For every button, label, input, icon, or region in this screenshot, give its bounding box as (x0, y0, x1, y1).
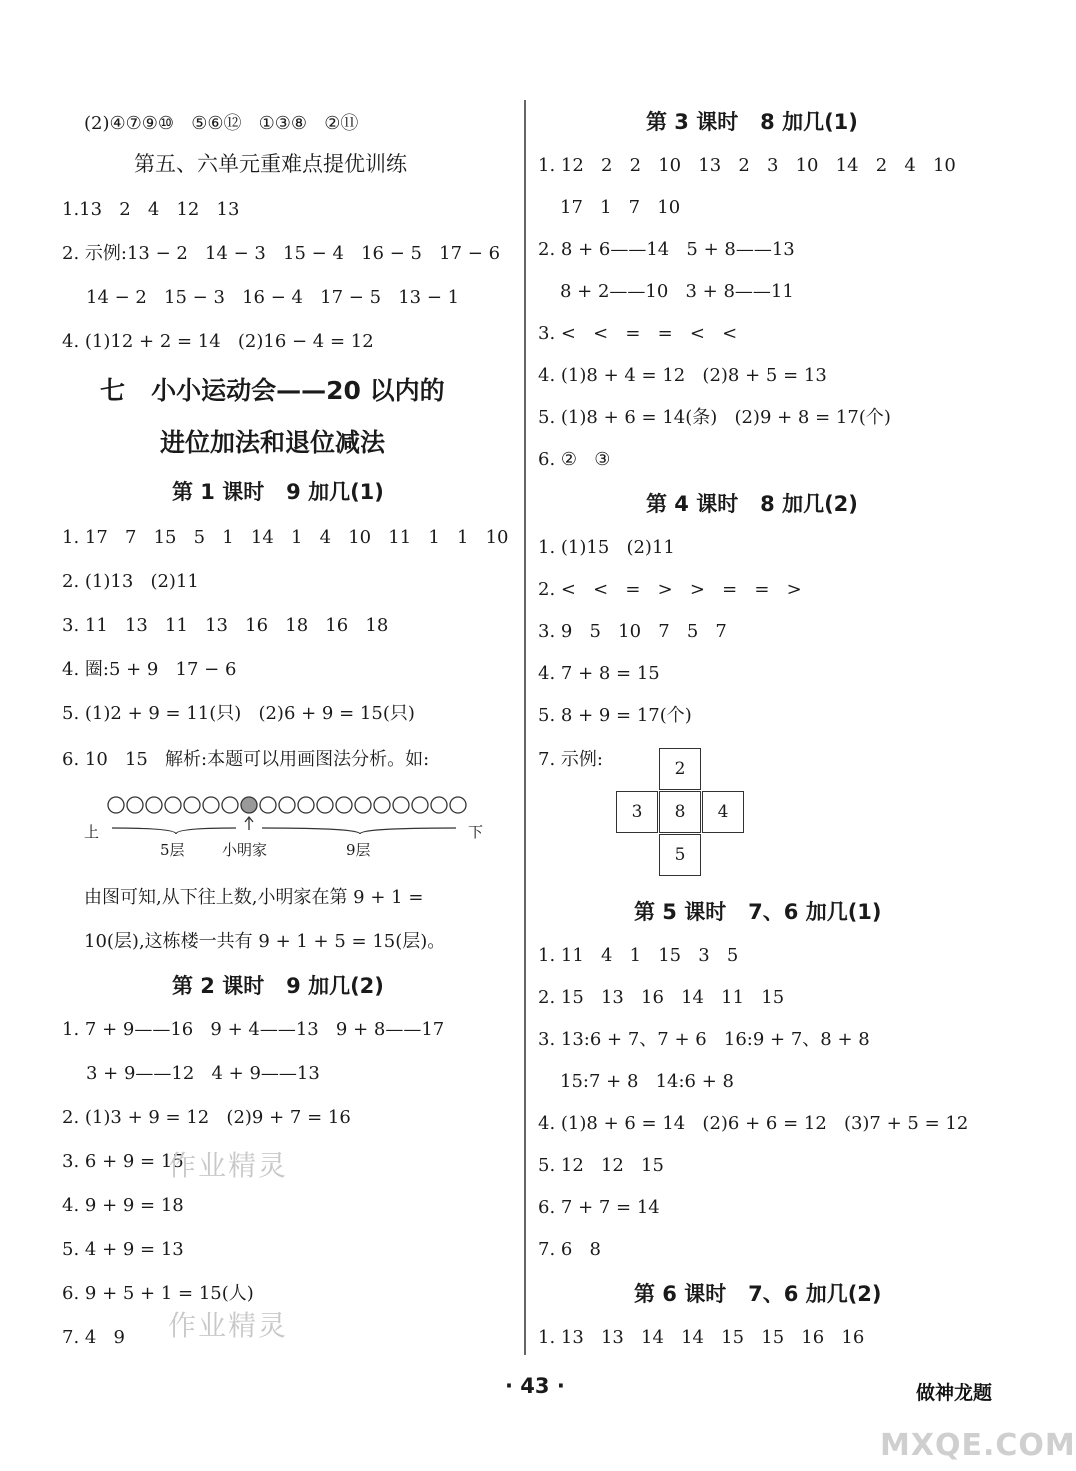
grid-cell-bottom: 5 (659, 834, 701, 876)
chapter-title: 七 小小运动会——20 以内的 (100, 376, 445, 405)
right-answer-line: 4. (1)8 + 4 = 12 (2)8 + 5 = 13 (538, 365, 827, 386)
diagram-label-bottom: 下 (468, 823, 484, 841)
right-answer-line: 7. 6 8 (538, 1239, 601, 1260)
brace-5-floors (112, 828, 236, 834)
watermark-text: 作业精灵 (168, 1149, 289, 1182)
floor-circle (222, 797, 238, 813)
left-answer-line: 2. (1)13 (2)11 (62, 571, 199, 592)
watermark-text: 作业精灵 (168, 1309, 289, 1342)
floor-circle (317, 797, 333, 813)
grid-cell-left: 3 (616, 791, 658, 833)
floor-circle (279, 797, 295, 813)
diagram-label-top: 上 (84, 823, 100, 841)
floor-circle (450, 797, 466, 813)
floor-circle (108, 797, 124, 813)
right-answer-line: 3. 9 5 10 7 5 7 (538, 621, 727, 642)
right-answer-line: 5. (1)8 + 6 = 14(条) (2)9 + 8 = 17(个) (538, 407, 891, 428)
left-explanation-line: 由图可知,从下往上数,小明家在第 9 + 1 = (84, 887, 424, 908)
floor-circle (355, 797, 371, 813)
grid-cell-right: 4 (702, 791, 744, 833)
floor-diagram-svg (84, 790, 504, 860)
floor-circle (165, 797, 181, 813)
grid-cell-top: 2 (659, 748, 701, 790)
lesson-heading-3: 第 3 课时 8 加几(1) (646, 110, 858, 134)
right-answer-line: 7. 示例: (538, 749, 603, 770)
floor-circle (336, 797, 352, 813)
right-answer-line: 1. 13 13 14 14 15 15 16 16 (538, 1327, 865, 1348)
right-answer-line: 3. 13:6 + 7、7 + 6 16:9 + 7、8 + 8 (538, 1029, 870, 1050)
right-answer-line: 1. (1)15 (2)11 (538, 537, 675, 558)
brace-9-floors (262, 828, 456, 834)
left-answer-line: 5. 4 + 9 = 13 (62, 1239, 184, 1260)
left-answer-line: (2)④⑦⑨⑩ ⑤⑥⑫ ①③⑧ ②⑪ (84, 113, 359, 134)
floor-circle (184, 797, 200, 813)
right-answer-line: 2. 8 + 6——14 5 + 8——13 (538, 239, 795, 260)
column-divider (524, 100, 526, 1355)
lesson-heading-4: 第 4 课时 8 加几(2) (646, 492, 858, 516)
right-answer-line: 17 1 7 10 (560, 197, 681, 218)
floor-diagram (84, 790, 504, 860)
left-answer-line: 2. 示例:13 − 2 14 − 3 15 − 4 16 − 5 17 − 6 (62, 243, 501, 264)
left-answer-line: 3. 6 + 9 = 15 (62, 1151, 184, 1172)
left-answer-line: 1. 17 7 15 5 1 14 1 4 10 11 1 1 10 (62, 527, 509, 548)
left-explanation-line: 10(层),这栋楼一共有 9 + 1 + 5 = 15(层)。 (84, 931, 446, 952)
lesson-heading-1: 第 1 课时 9 加几(1) (172, 480, 384, 504)
floor-circle (412, 797, 428, 813)
floor-circle (146, 797, 162, 813)
brand-logo-text: 做神龙题 (916, 1382, 993, 1404)
left-answer-line: 3 + 9——12 4 + 9——13 (86, 1063, 320, 1084)
right-answer-line: 3. < < = = < < (538, 323, 738, 344)
floor-circle (298, 797, 314, 813)
right-answer-line: 2. < < = > > = = > (538, 579, 802, 600)
lesson-heading-5: 第 5 课时 7、6 加几(1) (634, 900, 882, 924)
section-heading-units-5-6: 第五、六单元重难点提优训练 (134, 152, 407, 176)
right-answer-line: 2. 15 13 16 14 11 15 (538, 987, 785, 1008)
right-answer-line: 6. 7 + 7 = 14 (538, 1197, 660, 1218)
right-answer-line: 1. 12 2 2 10 13 2 3 10 14 2 4 10 (538, 155, 956, 176)
diagram-label-9-floors: 9层 (346, 841, 371, 859)
right-answer-line: 5. 12 12 15 (538, 1155, 664, 1176)
chapter-subtitle: 进位加法和退位减法 (160, 428, 386, 457)
right-answer-line: 4. (1)8 + 6 = 14 (2)6 + 6 = 12 (3)7 + 5 = 12 (538, 1113, 969, 1134)
left-answer-line: 4. 9 + 9 = 18 (62, 1195, 184, 1216)
left-answer-line: 6. 9 + 5 + 1 = 15(人) (62, 1283, 254, 1304)
left-answer-line: 1. 7 + 9——16 9 + 4——13 9 + 8——17 (62, 1019, 445, 1040)
right-answer-line: 4. 7 + 8 = 15 (538, 663, 660, 684)
left-answer-line: 3. 11 13 11 13 16 18 16 18 (62, 615, 389, 636)
right-answer-line: 8 + 2——10 3 + 8——11 (560, 281, 794, 302)
left-answer-line: 5. (1)2 + 9 = 11(只) (2)6 + 9 = 15(只) (62, 703, 415, 724)
cross-number-grid (616, 748, 746, 878)
left-answer-line: 14 − 2 15 − 3 16 − 4 17 − 5 13 − 1 (86, 287, 460, 308)
left-answer-line: 2. (1)3 + 9 = 12 (2)9 + 7 = 16 (62, 1107, 351, 1128)
floor-circle (431, 797, 447, 813)
right-answer-line: 5. 8 + 9 = 17(个) (538, 705, 692, 726)
floor-circle (374, 797, 390, 813)
lesson-heading-6: 第 6 课时 7、6 加几(2) (634, 1282, 882, 1306)
diagram-label-home: 小明家 (222, 841, 268, 859)
right-answer-line: 6. ② ③ (538, 449, 611, 470)
diagram-label-5-floors: 5层 (160, 841, 185, 859)
floor-circle (393, 797, 409, 813)
left-answer-line: 1.13 2 4 12 13 (62, 199, 240, 220)
left-answer-line: 4. (1)12 + 2 = 14 (2)16 − 4 = 12 (62, 331, 374, 352)
floor-circle-home (241, 797, 257, 813)
floor-circle (260, 797, 276, 813)
left-answer-line: 6. 10 15 解析:本题可以用画图法分析。如: (62, 749, 430, 770)
right-answer-line: 1. 11 4 1 15 3 5 (538, 945, 739, 966)
floor-circle (203, 797, 219, 813)
grid-cell-center: 8 (659, 791, 701, 833)
floor-circle (127, 797, 143, 813)
lesson-heading-2: 第 2 课时 9 加几(2) (172, 974, 384, 998)
watermark-url: MXQE.COM (880, 1428, 1076, 1463)
left-answer-line: 7. 4 9 (62, 1327, 125, 1348)
page-number: · 43 · (505, 1374, 565, 1398)
right-answer-line: 15:7 + 8 14:6 + 8 (560, 1071, 734, 1092)
left-answer-line: 4. 圈:5 + 9 17 − 6 (62, 659, 237, 680)
